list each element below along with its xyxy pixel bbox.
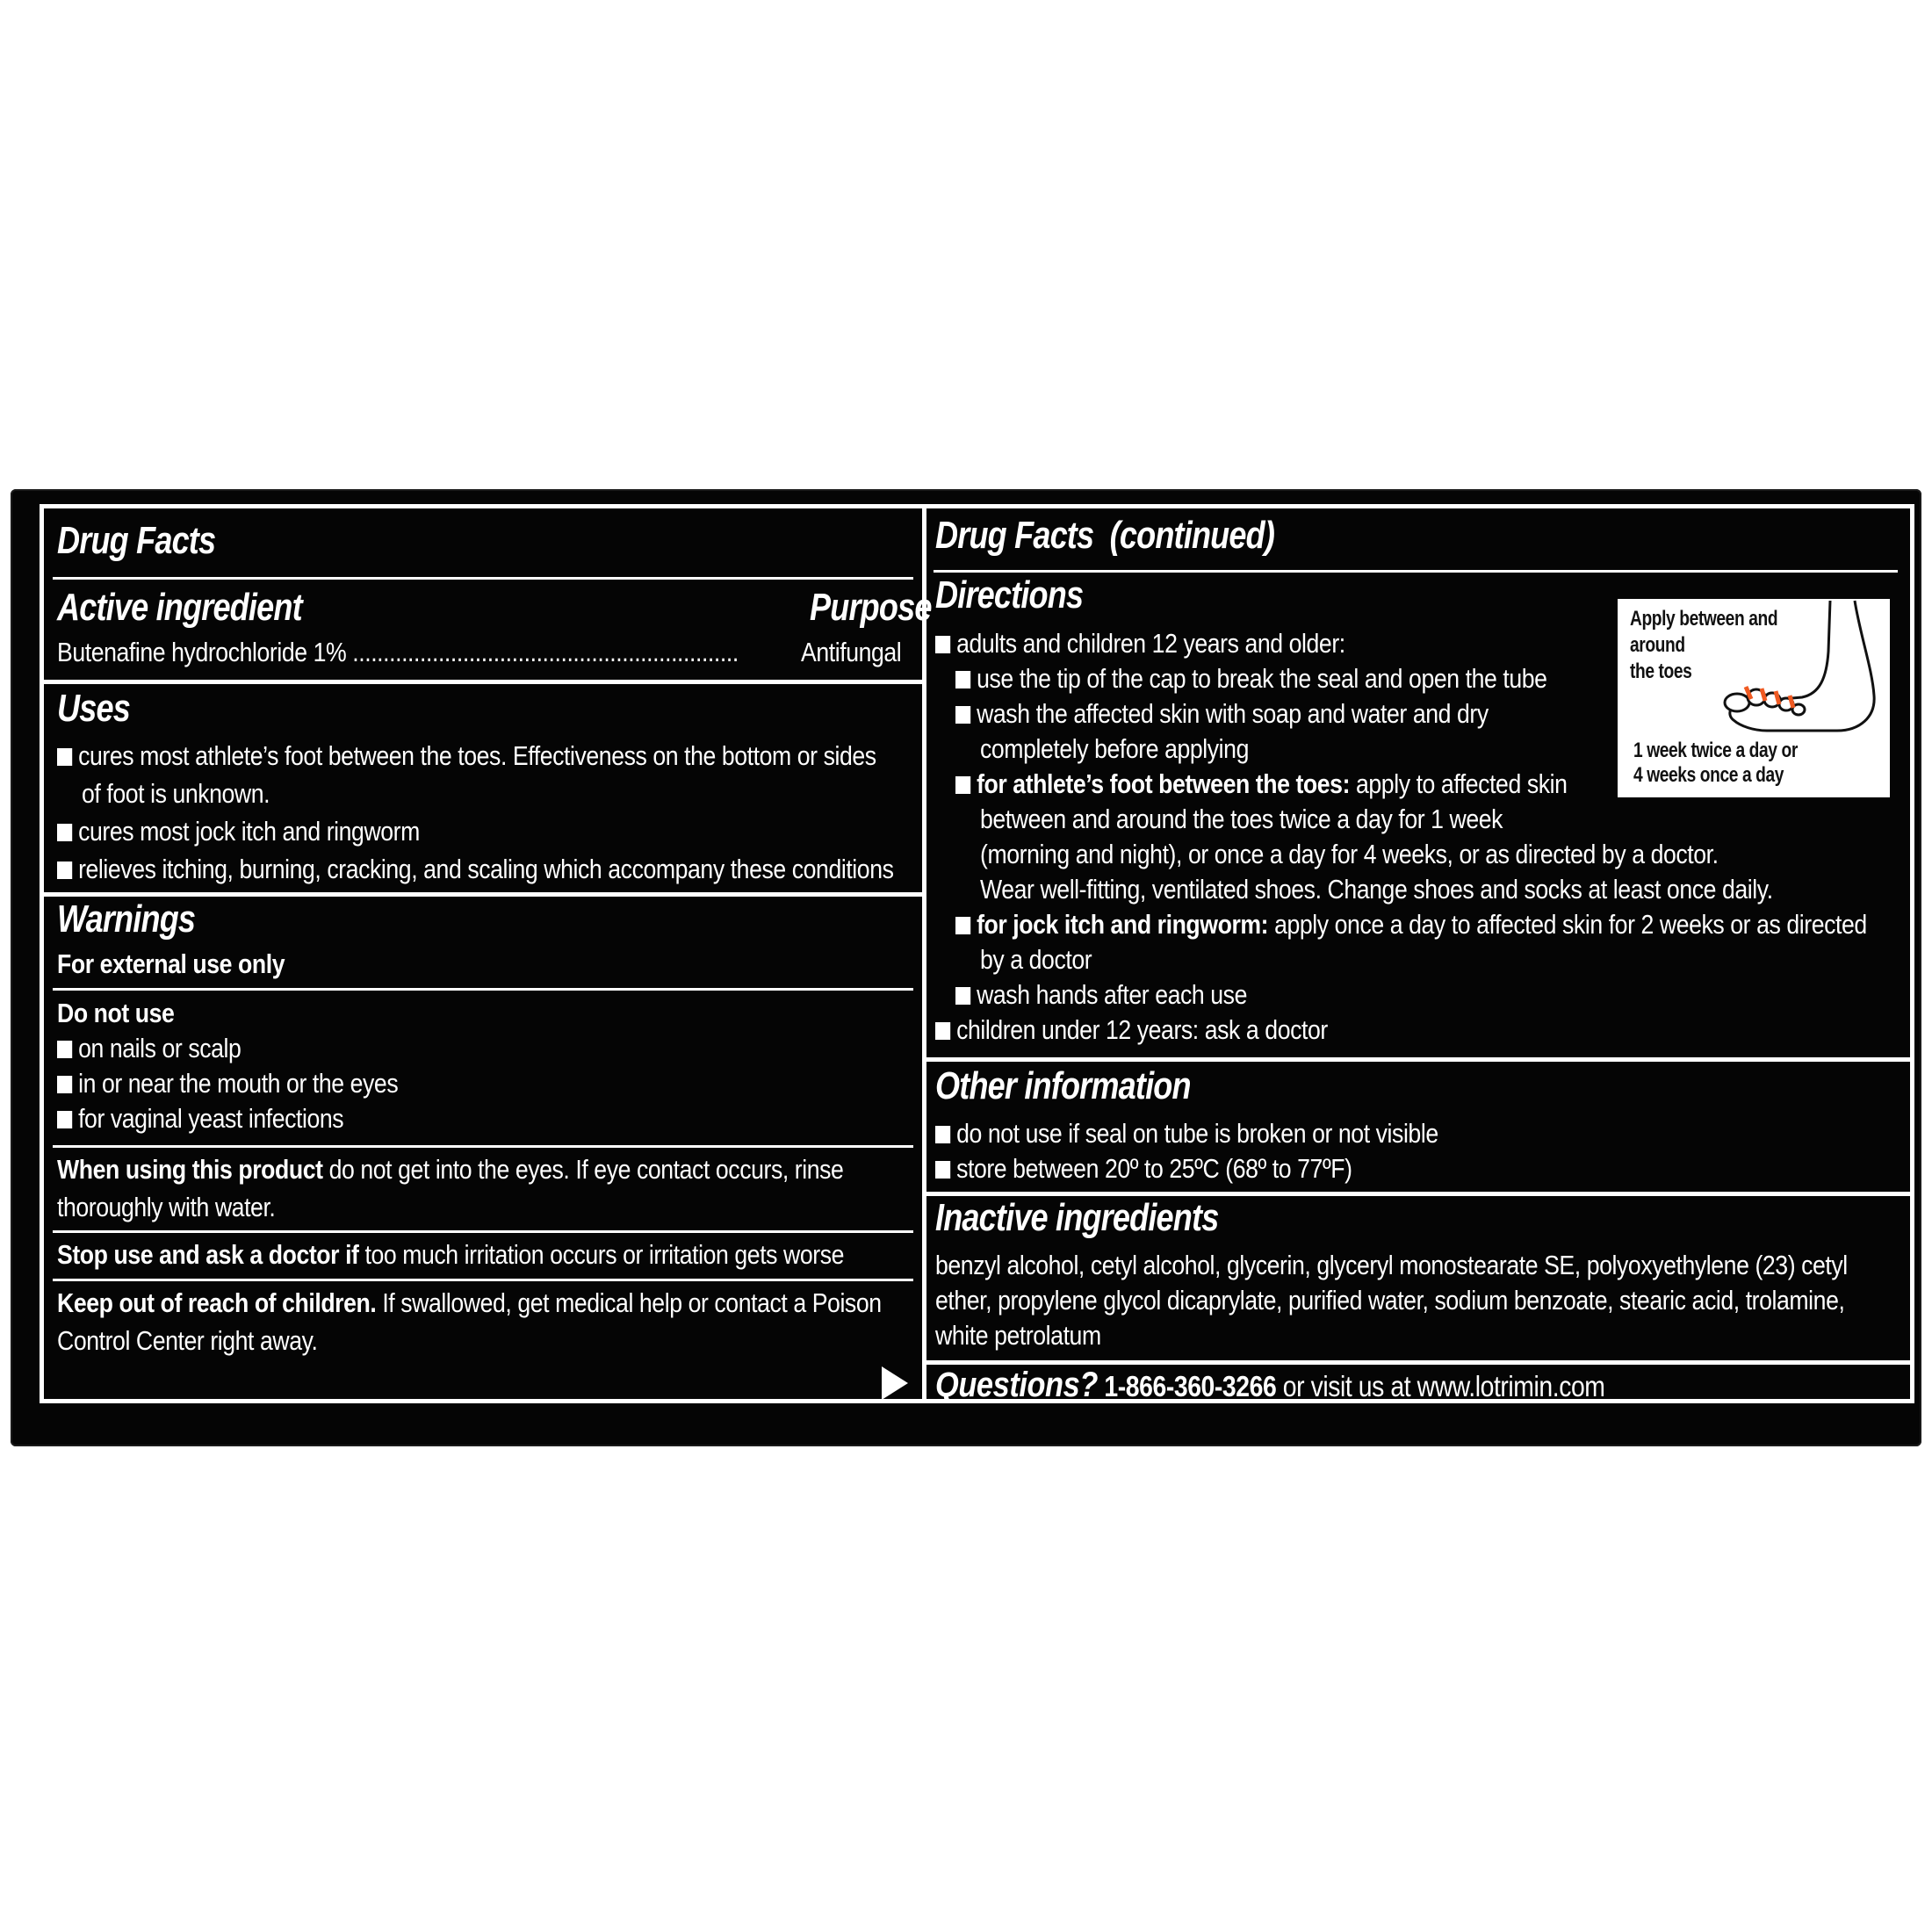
- other-info-item: do not use if seal on tube is broken or not visible: [935, 1116, 1438, 1151]
- drug-facts-continued-title: Drug Facts (continued): [935, 514, 1275, 557]
- active-ingredient-heading: Active ingredient: [57, 586, 302, 629]
- directions-item: adults and children 12 years and older:: [935, 626, 1345, 661]
- section-divider: [926, 1057, 1910, 1062]
- directions-subitem-cont: (morning and night), or once a day for 4 weeks, or as directed by a doctor.: [980, 839, 1719, 869]
- warnings-heading: Warnings: [57, 898, 196, 941]
- directions-subitem: wash the affected skin with soap and water and dry: [955, 696, 1489, 732]
- do-not-use-item: for vaginal yeast infections: [57, 1101, 343, 1136]
- divider: [53, 1230, 913, 1233]
- questions-line: [935, 1367, 1605, 1404]
- active-ingredient-purpose: Antifungal: [801, 637, 902, 667]
- stop-use-text: Stop use and ask a doctor if too much irritation occurs or irritation gets worse: [57, 1239, 845, 1270]
- continue-arrow-icon: [880, 1365, 910, 1402]
- directions-subitem: wash hands after each use: [955, 977, 1247, 1013]
- purpose-heading: Purpose: [810, 586, 932, 629]
- do-not-use-item: in or near the mouth or the eyes: [57, 1066, 398, 1101]
- bullet-icon: [955, 917, 970, 934]
- directions-subitem: for athlete’s foot between the toes: apply to affected skin: [955, 767, 1568, 802]
- divider: [53, 988, 913, 991]
- bullet-icon: [935, 1126, 950, 1143]
- uses-item: cures most jock itch and ringworm: [57, 814, 420, 849]
- divider: [53, 1279, 913, 1281]
- foot-icon: [1705, 599, 1890, 739]
- bullet-icon: [57, 1111, 72, 1128]
- other-info-item: store between 20º to 25ºC (68º to 77ºF): [935, 1151, 1352, 1186]
- directions-subitem-cont: Wear well-fitting, ventilated shoes. Change shoes and socks at least once daily.: [980, 874, 1773, 905]
- divider: [934, 570, 1898, 573]
- keep-out-text: Keep out of reach of children. If swallowed, get medical help or contact a Poison: [57, 1287, 882, 1318]
- uses-item: cures most athlete’s foot between the toes. Effectiveness on the bottom or sides: [57, 739, 876, 774]
- uses-heading: Uses: [57, 687, 130, 730]
- bullet-icon: [955, 776, 970, 794]
- do-not-use-item: on nails or scalp: [57, 1031, 241, 1066]
- keep-out-text-cont: Control Center right away.: [57, 1325, 318, 1356]
- left-column: [44, 508, 932, 1399]
- leader-dots: ...............................................................: [352, 637, 739, 667]
- section-divider: [44, 680, 922, 684]
- active-ingredient-row: [57, 635, 739, 670]
- questions-label: Questions?: [935, 1366, 1098, 1404]
- bullet-icon: [935, 1161, 950, 1179]
- uses-item-cont: of foot is unknown.: [82, 778, 270, 809]
- bullet-icon: [955, 987, 970, 1005]
- bullet-icon: [935, 636, 950, 653]
- diagram-label: Apply between and: [1630, 607, 1778, 631]
- inactive-ingredients-text: ether, propylene glycol dicaprylate, purified water, sodium benzoate, stearic acid, trolamine,: [935, 1285, 1845, 1316]
- section-divider: [926, 1360, 1910, 1365]
- drug-facts-panel: [11, 489, 1921, 1446]
- directions-item: children under 12 years: ask a doctor: [935, 1013, 1328, 1048]
- section-divider: [44, 892, 922, 897]
- application-diagram: [1618, 599, 1890, 797]
- inactive-ingredients-text: benzyl alcohol, cetyl alcohol, glycerin, glyceryl monostearate SE, polyoxyethylene (23) cetyl: [935, 1250, 1848, 1280]
- directions-subitem: for jock itch and ringworm: apply once a day to affected skin for 2 weeks or as directed: [955, 907, 1867, 942]
- do-not-use-heading: Do not use: [57, 998, 175, 1028]
- bullet-icon: [57, 1076, 72, 1093]
- bullet-icon: [57, 1041, 72, 1058]
- directions-subitem-cont: completely before applying: [980, 733, 1249, 764]
- inactive-ingredients-text: white petrolatum: [935, 1320, 1101, 1351]
- website-text[interactable]: or visit us at www.lotrimin.com: [1276, 1370, 1605, 1402]
- divider: [53, 577, 913, 580]
- divider: [53, 1145, 913, 1148]
- bullet-icon: [955, 671, 970, 688]
- active-ingredient-name: Butenafine hydrochloride 1%: [57, 637, 347, 667]
- bullet-icon: [955, 706, 970, 724]
- phone-number[interactable]: 1-866-360-3266: [1097, 1370, 1277, 1402]
- bullet-icon: [935, 1022, 950, 1040]
- other-information-heading: Other information: [935, 1064, 1191, 1107]
- diagram-label: 4 weeks once a day: [1633, 763, 1784, 787]
- when-using-text: When using this product do not get into the eyes. If eye contact occurs, rinse: [57, 1154, 844, 1185]
- drug-facts-title: Drug Facts: [57, 519, 216, 562]
- directions-heading: Directions: [935, 573, 1084, 616]
- bullet-icon: [57, 748, 72, 766]
- directions-subitem-cont: between and around the toes twice a day for 1 week: [980, 804, 1503, 834]
- directions-subitem-cont: by a doctor: [980, 944, 1092, 975]
- diagram-label: around: [1630, 633, 1685, 657]
- inactive-ingredients-heading: Inactive ingredients: [935, 1196, 1219, 1239]
- external-use-only: For external use only: [57, 948, 285, 979]
- directions-subitem: use the tip of the cap to break the seal and open the tube: [955, 661, 1547, 696]
- bullet-icon: [57, 824, 72, 841]
- when-using-text-cont: thoroughly with water.: [57, 1192, 276, 1222]
- uses-item: relieves itching, burning, cracking, and scaling which accompany these conditions: [57, 852, 894, 887]
- bullet-icon: [57, 861, 72, 879]
- diagram-label: 1 week twice a day or: [1633, 739, 1798, 762]
- diagram-label: the toes: [1630, 660, 1692, 683]
